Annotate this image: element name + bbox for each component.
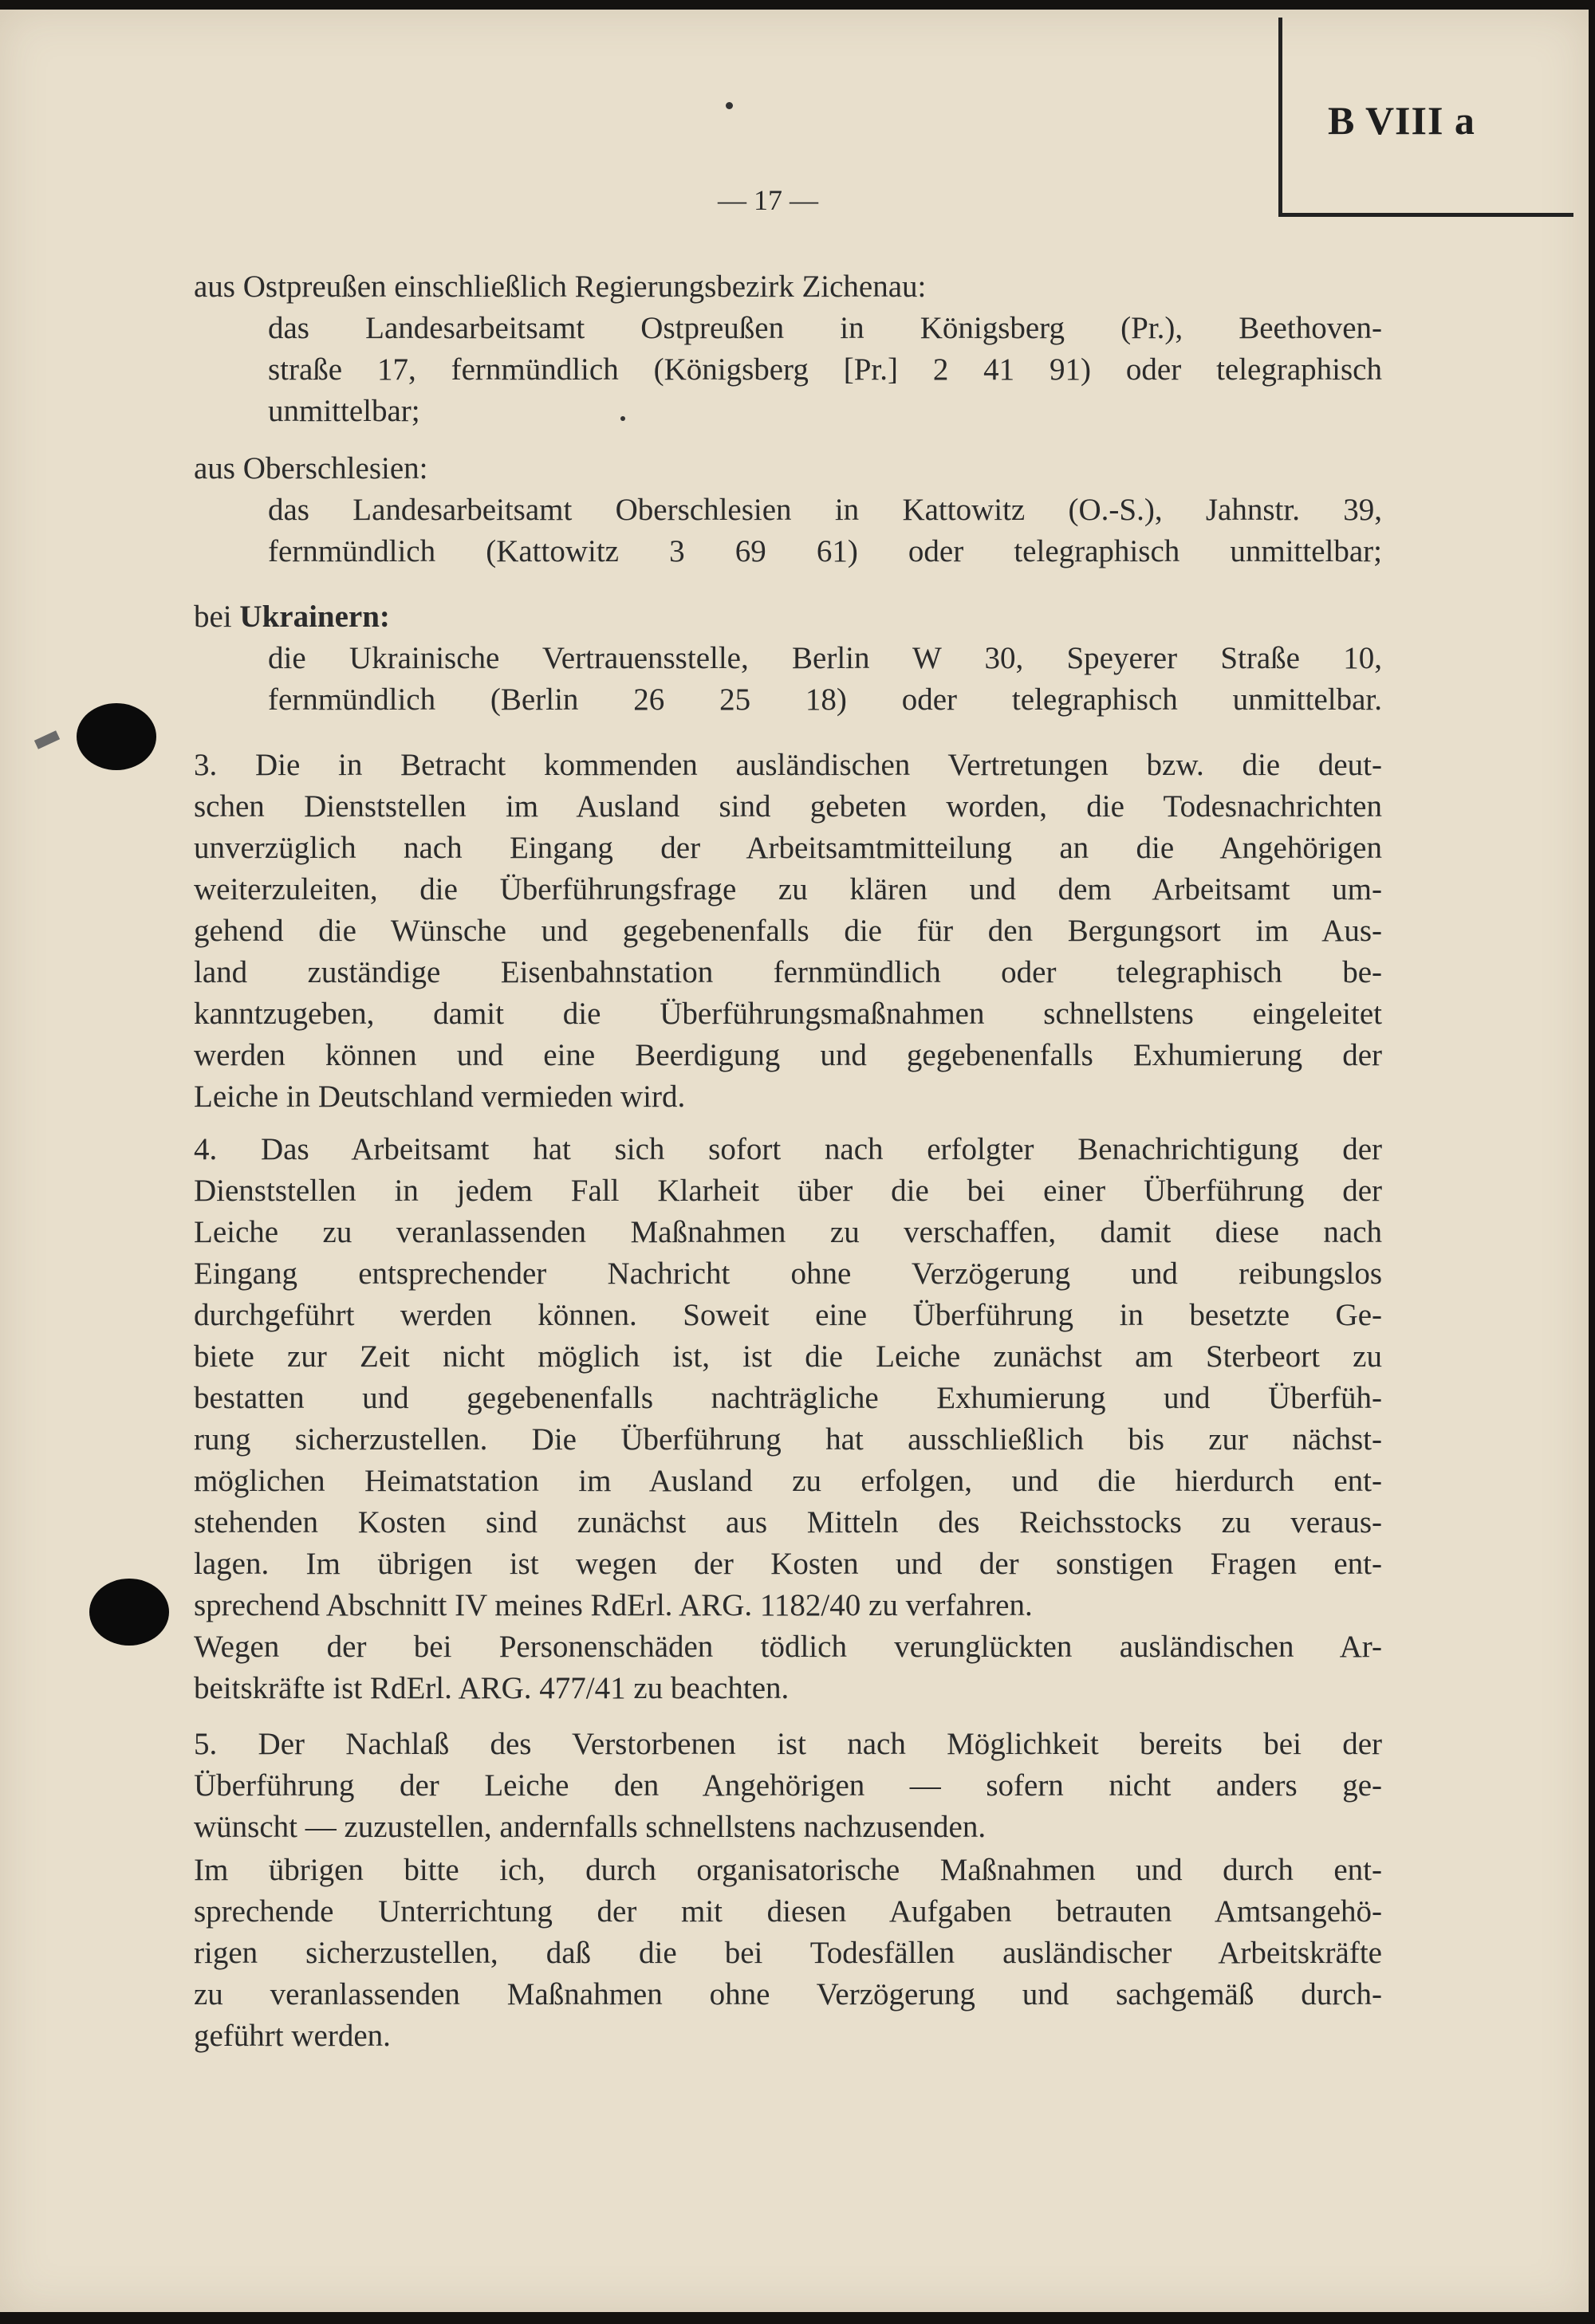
entry-line: die Ukrainische Vertrauensstelle, Berlin W 30, Speyerer Straße 10, [268, 641, 1382, 675]
paragraph-line: rigen sicherzustellen, daß die bei Todesfällen ausländischer Arbeitskräfte [194, 1936, 1382, 1970]
paragraph-line: Leiche zu veranlassenden Maßnahmen zu verschaffen, damit diese nach [194, 1215, 1382, 1249]
paragraph-line: beitskräfte ist RdErl. ARG. 477/41 zu beachten. [194, 1671, 790, 1705]
entry-line: das Landesarbeitsamt Oberschlesien in Kattowitz (O.-S.), Jahnstr. 39, [268, 493, 1382, 527]
paragraph-line: biete zur Zeit nicht möglich ist, ist die Leiche zunächst am Sterbeort zu [194, 1339, 1382, 1374]
document-page [0, 10, 1589, 2312]
paragraph-line: Überführung der Leiche den Angehörigen — sofern nicht anders ge- [194, 1768, 1382, 1803]
paragraph-line: rung sicherzustellen. Die Überführung hat ausschließlich bis zur nächst- [194, 1422, 1382, 1457]
address-entry-ostpreussen [194, 266, 1382, 432]
paragraph-line: kanntzugeben, damit die Überführungsmaßnahmen schnellstens eingeleitet [194, 997, 1382, 1031]
entry-heading [194, 596, 1382, 638]
paragraph-line: Leiche in Deutschland vermieden wird. [194, 1079, 686, 1114]
punch-hole-lower [89, 1579, 169, 1646]
page-number: — 17 — [718, 184, 818, 216]
paragraph-3 [194, 745, 1382, 1118]
paragraph-line: Im übrigen bitte ich, durch organisatorische Maßnahmen und durch ent- [194, 1853, 1382, 1887]
paragraph-line: land zuständige Eisenbahnstation fernmündlich oder telegraphisch be- [194, 955, 1382, 989]
ink-speck [726, 102, 733, 109]
entry-line: fernmündlich (Kattowitz 3 69 61) oder telegraphisch unmittelbar; [268, 534, 1382, 568]
paragraph-line: gehend die Wünsche und gegebenenfalls die für den Bergungsort im Aus- [194, 914, 1382, 948]
paragraph-line: werden können und eine Beerdigung und gegebenenfalls Exhumierung der [194, 1038, 1382, 1072]
entry-line: straße 17, fernmündlich (Königsberg [Pr.] 2 41 91) oder telegraphisch [268, 352, 1382, 387]
section-code: B VIII a [1328, 98, 1475, 143]
paragraph-line: sprechende Unterrichtung der mit diesen Aufgaben betrauten Amtsangehö- [194, 1894, 1382, 1929]
paragraph-line: 5. Der Nachlaß des Verstorbenen ist nach Möglichkeit bereits bei der [194, 1727, 1382, 1761]
punch-hole-upper [77, 703, 156, 770]
paragraph-line: 4. Das Arbeitsamt hat sich sofort nach erfolgter Benachrichtigung der [194, 1132, 1382, 1166]
entry-line: das Landesarbeitsamt Ostpreußen in Königsberg (Pr.), Beethoven- [268, 311, 1382, 345]
paragraph-5 [194, 1724, 1382, 1848]
paragraph-line: lagen. Im übrigen ist wegen der Kosten und der sonstigen Fragen ent- [194, 1547, 1382, 1581]
entry-line: fernmündlich (Berlin 26 25 18) oder telegraphisch unmittelbar. [268, 682, 1382, 717]
entry-heading: aus Ostpreußen einschließlich Regierungsbezirk Zichenau: [194, 269, 927, 304]
paragraph-line: Dienststellen in jedem Fall Klarheit über die bei einer Überführung der [194, 1174, 1382, 1208]
entry-prefix-bold: Ukrainern: [239, 600, 390, 634]
paragraph-line: zu veranlassenden Maßnahmen ohne Verzögerung und sachgemäß durch- [194, 1977, 1382, 2011]
paragraph-line: wünscht — zuzustellen, andernfalls schnellstens nachzusenden. [194, 1810, 987, 1844]
closing-paragraph [194, 1850, 1382, 2057]
punch-hole-mark [34, 730, 60, 749]
paragraph-line: schen Dienststellen im Ausland sind gebeten worden, die Todesnachrichten [194, 789, 1382, 824]
paragraph-line: unverzüglich nach Eingang der Arbeitsamtmitteilung an die Angehörigen [194, 831, 1382, 865]
entry-prefix: bei [194, 600, 232, 634]
paragraph-line: weiterzuleiten, die Überführungsfrage zu klären und dem Arbeitsamt um- [194, 872, 1382, 906]
paragraph-line: möglichen Heimatstation im Ausland zu erfolgen, und die hierdurch ent- [194, 1464, 1382, 1498]
address-entry-ukrainer [194, 596, 1382, 721]
paragraph-4-addendum [194, 1626, 1382, 1709]
paragraph-line: bestatten und gegebenenfalls nachträgliche Exhumierung und Überfüh- [194, 1381, 1382, 1415]
entry-heading: aus Oberschlesien: [194, 451, 428, 486]
paragraph-line: Eingang entsprechender Nachricht ohne Verzögerung und reibungslos [194, 1256, 1382, 1291]
paragraph-line: durchgeführt werden können. Soweit eine Überführung in besetzte Ge- [194, 1298, 1382, 1332]
paragraph-line: geführt werden. [194, 2019, 391, 2053]
paragraph-4 [194, 1129, 1382, 1626]
entry-line: unmittelbar; [268, 394, 420, 428]
paragraph-line: stehenden Kosten sind zunächst aus Mitteln des Reichsstocks zu veraus- [194, 1505, 1382, 1540]
address-entry-oberschlesien [194, 448, 1382, 572]
paragraph-line: Wegen der bei Personenschäden tödlich verunglückten ausländischen Ar- [194, 1630, 1382, 1664]
paragraph-line: sprechend Abschnitt IV meines RdErl. ARG. 1182/40 zu verfahren. [194, 1588, 1033, 1622]
paragraph-line: 3. Die in Betracht kommenden ausländischen Vertretungen bzw. die deut- [194, 748, 1382, 782]
